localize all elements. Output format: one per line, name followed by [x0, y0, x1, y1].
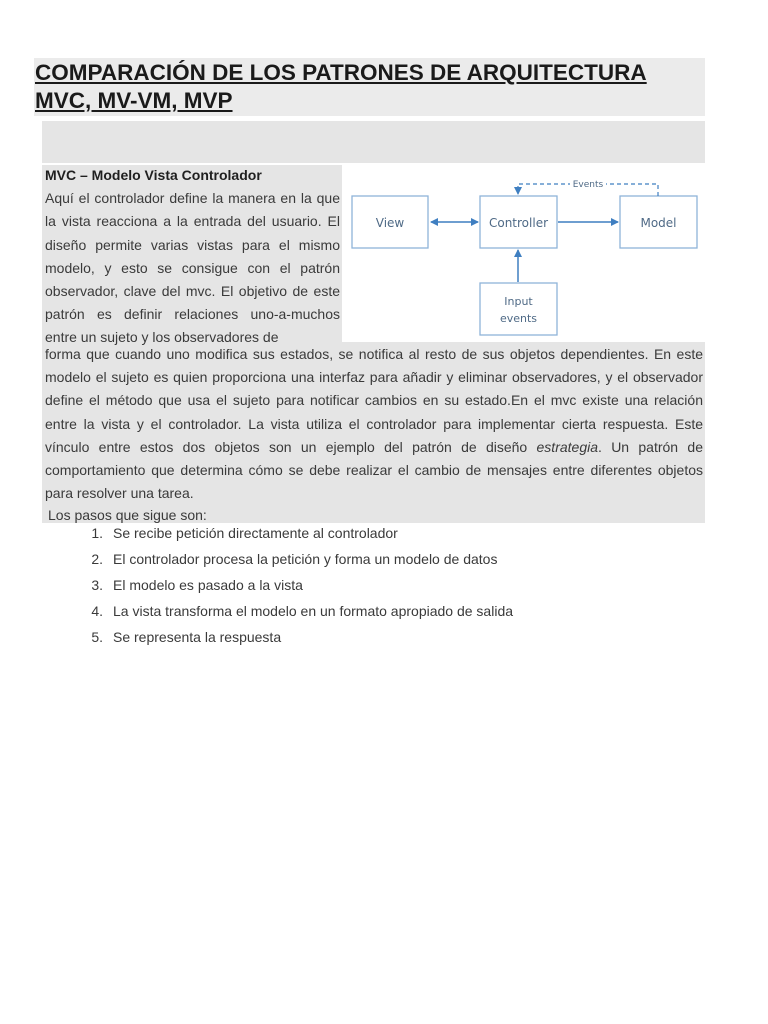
step-text: Se representa la respuesta [113, 629, 282, 645]
intro-text: Aquí el controlador define la manera en la que la vista reacciona a la entrada del usuario. El diseño permite varias vistas para el mismo modelo, y esto se consigue con el patrón observador, clave del mvc. El objetivo de este patrón es definir relaciones uno-a-muchos entre un sujeto y los observadores de [45, 190, 340, 346]
mvc-diagram [342, 165, 705, 342]
mvc-body-paragraph [45, 343, 703, 505]
step-text: El modelo es pasado a la vista [113, 577, 303, 593]
list-item [66, 550, 626, 569]
step-text: Se recibe petición directamente al controlador [113, 525, 398, 541]
events-label: Events [572, 180, 604, 190]
input-events-box [480, 283, 557, 335]
step-text: El controlador procesa la petición y forma un modelo de datos [113, 551, 498, 567]
controller-label: Controller [488, 216, 549, 230]
view-label: View [375, 216, 405, 230]
step-number: 4. [91, 603, 103, 619]
steps-intro: Los pasos que sigue son: [48, 507, 207, 523]
step-number: 2. [91, 551, 103, 567]
mvc-intro-paragraph [45, 164, 340, 350]
step-number: 3. [91, 577, 103, 593]
mvc-diagram-svg [342, 165, 705, 342]
list-item [66, 524, 626, 543]
strategy-emphasis: estrategia [536, 438, 598, 455]
list-item [66, 628, 626, 647]
step-number: 5. [91, 629, 103, 645]
events-label-box: events [499, 312, 538, 325]
step-number: 1. [91, 525, 103, 541]
document-title: COMPARACIÓN DE LOS PATRONES DE ARQUITECTURA MVC, MV-VM, MVP [35, 60, 647, 113]
model-label: Model [640, 216, 677, 230]
list-item [66, 602, 626, 621]
step-text: La vista transforma el modelo en un formato apropiado de salida [113, 603, 514, 619]
section-heading: MVC – Modelo Vista Controlador [45, 167, 262, 183]
body-text-part1: forma que cuando uno modifica sus estados, se notifica al resto de sus objetos dependientes. En este modelo el sujeto es quien proporciona una interfaz para añadir y eliminar observadores, y el observador define el método que usa el sujeto para notificar cambios en su estado.En el mvc existe una relación entre la vista y el controlador. La vista utiliza el controlador para implementar cierta respuesta. Este vínculo entre estos dos objetos son un ejemplo del patrón de diseño [45, 346, 703, 455]
steps-list [66, 524, 626, 654]
input-label: Input [504, 295, 533, 308]
list-item [66, 576, 626, 595]
body-text-part2: . Un patrón de comportamiento que determina cómo se debe realizar el cambio de mensajes entre diferentes objetos para resolver una tarea. [45, 438, 703, 502]
